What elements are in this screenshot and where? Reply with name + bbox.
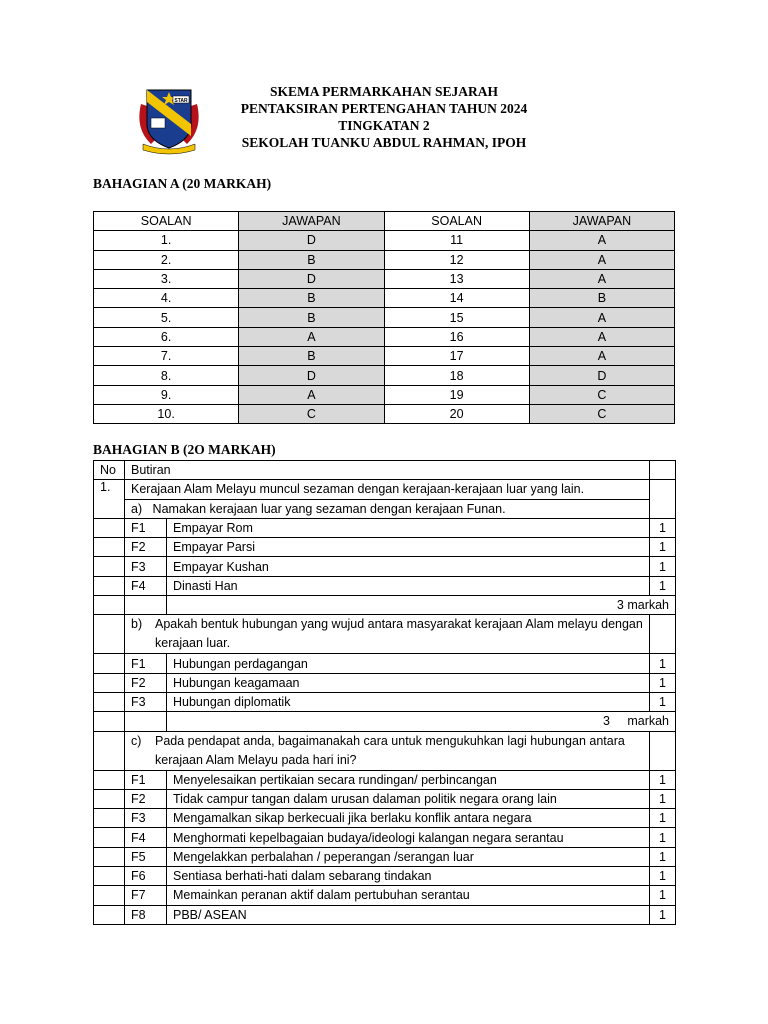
subquestion-text: Apakah bentuk hubungan yang wujud antara masyarakat kerajaan Alam melayu dengan kerajaan luar.: [155, 617, 643, 651]
point-text: Menyelesaikan pertikaian secara rundingan/ perbincangan: [167, 770, 650, 789]
question-number-cell: 18: [384, 366, 529, 385]
svg-text:STAR: STAR: [174, 98, 188, 104]
point-text: Hubungan perdagangan: [167, 654, 650, 673]
table-row: [94, 308, 675, 327]
subquestion-c: [125, 731, 650, 770]
point-mark: 1: [650, 867, 676, 886]
table-row: [94, 269, 675, 288]
table-header-row: [94, 461, 676, 480]
answer-cell: A: [529, 327, 674, 346]
point-code: F2: [125, 673, 167, 692]
point-mark: 1: [650, 905, 676, 924]
subquestion-b-row: [94, 615, 676, 654]
question-number-cell: 14: [384, 289, 529, 308]
answer-cell: B: [239, 347, 384, 366]
point-code: F5: [125, 847, 167, 866]
table-row: [94, 327, 675, 346]
answer-cell: A: [239, 327, 384, 346]
question-number-cell: 12: [384, 250, 529, 269]
point-code: F8: [125, 905, 167, 924]
answer-cell: B: [239, 289, 384, 308]
point-code: F3: [125, 692, 167, 711]
question-number-cell: 13: [384, 269, 529, 288]
point-text: Sentiasa berhati-hati dalam sebarang tindakan: [167, 867, 650, 886]
point-code: F1: [125, 518, 167, 537]
empty-cell: [94, 673, 125, 692]
point-mark: 1: [650, 828, 676, 847]
point-text: Empayar Rom: [167, 518, 650, 537]
answer-point-row: [94, 654, 676, 673]
point-mark: 1: [650, 538, 676, 557]
empty-cell: [94, 905, 125, 924]
empty-cell: [94, 596, 125, 615]
point-text: Tidak campur tangan dalam urusan dalaman politik negara orang lain: [167, 789, 650, 808]
empty-cell: [94, 886, 125, 905]
question-stem: Kerajaan Alam Melayu muncul sezaman dengan kerajaan-kerajaan luar yang lain.: [125, 480, 650, 499]
section-b-marking-table: [93, 460, 676, 925]
answer-cell: A: [529, 250, 674, 269]
answer-point-row: [94, 770, 676, 789]
answer-point-row: [94, 673, 676, 692]
answer-point-row: [94, 886, 676, 905]
empty-cell: [94, 731, 125, 770]
point-text: Mengelakkan perbalahan / peperangan /serangan luar: [167, 847, 650, 866]
answer-point-row: [94, 557, 676, 576]
empty-cell: [125, 712, 167, 731]
answer-point-row: [94, 809, 676, 828]
answer-point-row: [94, 847, 676, 866]
subquestion-label: b): [131, 617, 143, 632]
question-number: 1.: [94, 480, 125, 519]
answer-point-row: [94, 692, 676, 711]
empty-cell: [94, 654, 125, 673]
empty-cell: [94, 538, 125, 557]
point-text: Hubungan keagamaan: [167, 673, 650, 692]
answer-cell: B: [239, 308, 384, 327]
question-stem-row: [94, 480, 676, 499]
point-code: F1: [125, 770, 167, 789]
empty-mark-cell: [650, 731, 676, 770]
empty-cell: [94, 828, 125, 847]
total-marks: 3 markah: [167, 712, 676, 731]
point-text: Menghormati kepelbagaian budaya/ideologi kalangan negara serantau: [167, 828, 650, 847]
header-line-4: SEKOLAH TUANKU ABDUL RAHMAN, IPOH: [241, 135, 527, 150]
point-mark: 1: [650, 692, 676, 711]
empty-cell: [94, 809, 125, 828]
subquestion-text: Pada pendapat anda, bagaimanakah cara untuk mengukuhkan lagi hubungan antara kerajaan Alam Melayu pada hari ini?: [155, 733, 625, 767]
total-row-a: [94, 596, 676, 615]
answer-cell: D: [529, 366, 674, 385]
document-header: [200, 83, 568, 151]
subquestion-label: a): [131, 501, 143, 516]
point-text: Empayar Parsi: [167, 538, 650, 557]
answer-cell: D: [239, 231, 384, 250]
point-mark: 1: [650, 557, 676, 576]
empty-cell: [94, 770, 125, 789]
answer-point-row: [94, 905, 676, 924]
school-crest-logo: [133, 84, 205, 156]
empty-mark-cell: [650, 615, 676, 654]
question-number-cell: 4.: [94, 289, 239, 308]
point-text: Empayar Kushan: [167, 557, 650, 576]
header-cell: SOALAN: [94, 212, 239, 231]
answer-cell: C: [239, 404, 384, 423]
header-line-3: TINGKATAN 2: [338, 118, 430, 133]
answer-cell: B: [239, 250, 384, 269]
point-text: Memainkan peranan aktif dalam pertubuhan serantau: [167, 886, 650, 905]
point-code: F2: [125, 789, 167, 808]
empty-cell: [94, 712, 125, 731]
question-number-cell: 17: [384, 347, 529, 366]
point-code: F3: [125, 809, 167, 828]
point-mark: 1: [650, 770, 676, 789]
empty-cell: [94, 615, 125, 654]
empty-cell: [94, 518, 125, 537]
subquestion-label: c): [131, 733, 142, 748]
point-mark: 1: [650, 673, 676, 692]
question-number-cell: 10.: [94, 404, 239, 423]
table-header-row: [94, 212, 675, 231]
section-b-title: BAHAGIAN B (2O MARKAH): [93, 442, 276, 457]
answer-cell: B: [529, 289, 674, 308]
question-number-cell: 5.: [94, 308, 239, 327]
question-number-cell: 3.: [94, 269, 239, 288]
section-a-title: BAHAGIAN A (20 MARKAH): [93, 176, 272, 191]
answer-point-row: [94, 576, 676, 595]
empty-cell: [94, 576, 125, 595]
point-code: F7: [125, 886, 167, 905]
answer-cell: C: [529, 404, 674, 423]
header-cell: SOALAN: [384, 212, 529, 231]
answer-cell: A: [529, 347, 674, 366]
point-mark: 1: [650, 847, 676, 866]
col-butiran-header: Butiran: [125, 461, 650, 480]
empty-cell: [94, 789, 125, 808]
point-code: F6: [125, 867, 167, 886]
answer-cell: A: [239, 385, 384, 404]
answer-point-row: [94, 789, 676, 808]
total-row-b: [94, 712, 676, 731]
empty-cell: [94, 692, 125, 711]
point-code: F1: [125, 654, 167, 673]
section-a-answer-table: [93, 211, 675, 424]
header-line-1: SKEMA PERMARKAHAN SEJARAH: [269, 84, 498, 99]
subquestion-c-row: [94, 731, 676, 770]
header-cell: JAWAPAN: [239, 212, 384, 231]
question-number-cell: 11: [384, 231, 529, 250]
table-row: [94, 231, 675, 250]
subquestion-b: [125, 615, 650, 654]
answer-point-row: [94, 538, 676, 557]
total-marks: 3 markah: [167, 596, 676, 615]
point-text: Hubungan diplomatik: [167, 692, 650, 711]
point-mark: 1: [650, 518, 676, 537]
answer-cell: A: [529, 269, 674, 288]
question-number-cell: 8.: [94, 366, 239, 385]
table-row: [94, 385, 675, 404]
point-text: Dinasti Han: [167, 576, 650, 595]
point-text: Mengamalkan sikap berkecuali jika berlaku konflik antara negara: [167, 809, 650, 828]
answer-cell: D: [239, 269, 384, 288]
question-number-cell: 7.: [94, 347, 239, 366]
table-row: [94, 250, 675, 269]
point-mark: 1: [650, 886, 676, 905]
table-row: [94, 404, 675, 423]
point-mark: 1: [650, 654, 676, 673]
empty-mark-cell: [650, 480, 676, 519]
question-number-cell: 2.: [94, 250, 239, 269]
question-number-cell: 19: [384, 385, 529, 404]
question-number-cell: 20: [384, 404, 529, 423]
answer-point-row: [94, 828, 676, 847]
header-line-2: PENTAKSIRAN PERTENGAHAN TAHUN 2024: [240, 101, 528, 116]
header-cell: JAWAPAN: [529, 212, 674, 231]
empty-cell: [94, 847, 125, 866]
question-number-cell: 15: [384, 308, 529, 327]
table-row: [94, 347, 675, 366]
empty-cell: [125, 596, 167, 615]
col-no-header: No: [94, 461, 125, 480]
question-number-cell: 16: [384, 327, 529, 346]
point-text: PBB/ ASEAN: [167, 905, 650, 924]
answer-cell: A: [529, 308, 674, 327]
question-number-cell: 6.: [94, 327, 239, 346]
subquestion-a: [125, 499, 650, 518]
point-code: F3: [125, 557, 167, 576]
point-mark: 1: [650, 789, 676, 808]
answer-cell: A: [529, 231, 674, 250]
table-row: [94, 289, 675, 308]
point-code: F4: [125, 828, 167, 847]
table-row: [94, 366, 675, 385]
subquestion-text: Namakan kerajaan luar yang sezaman dengan kerajaan Funan.: [152, 501, 506, 516]
empty-cell: [94, 867, 125, 886]
subquestion-a-row: [94, 499, 676, 518]
question-number-cell: 9.: [94, 385, 239, 404]
answer-point-row: [94, 518, 676, 537]
question-number-cell: 1.: [94, 231, 239, 250]
col-mark-header: [650, 461, 676, 480]
empty-cell: [94, 557, 125, 576]
answer-point-row: [94, 867, 676, 886]
point-code: F4: [125, 576, 167, 595]
point-code: F2: [125, 538, 167, 557]
answer-cell: C: [529, 385, 674, 404]
point-mark: 1: [650, 576, 676, 595]
answer-cell: D: [239, 366, 384, 385]
point-mark: 1: [650, 809, 676, 828]
